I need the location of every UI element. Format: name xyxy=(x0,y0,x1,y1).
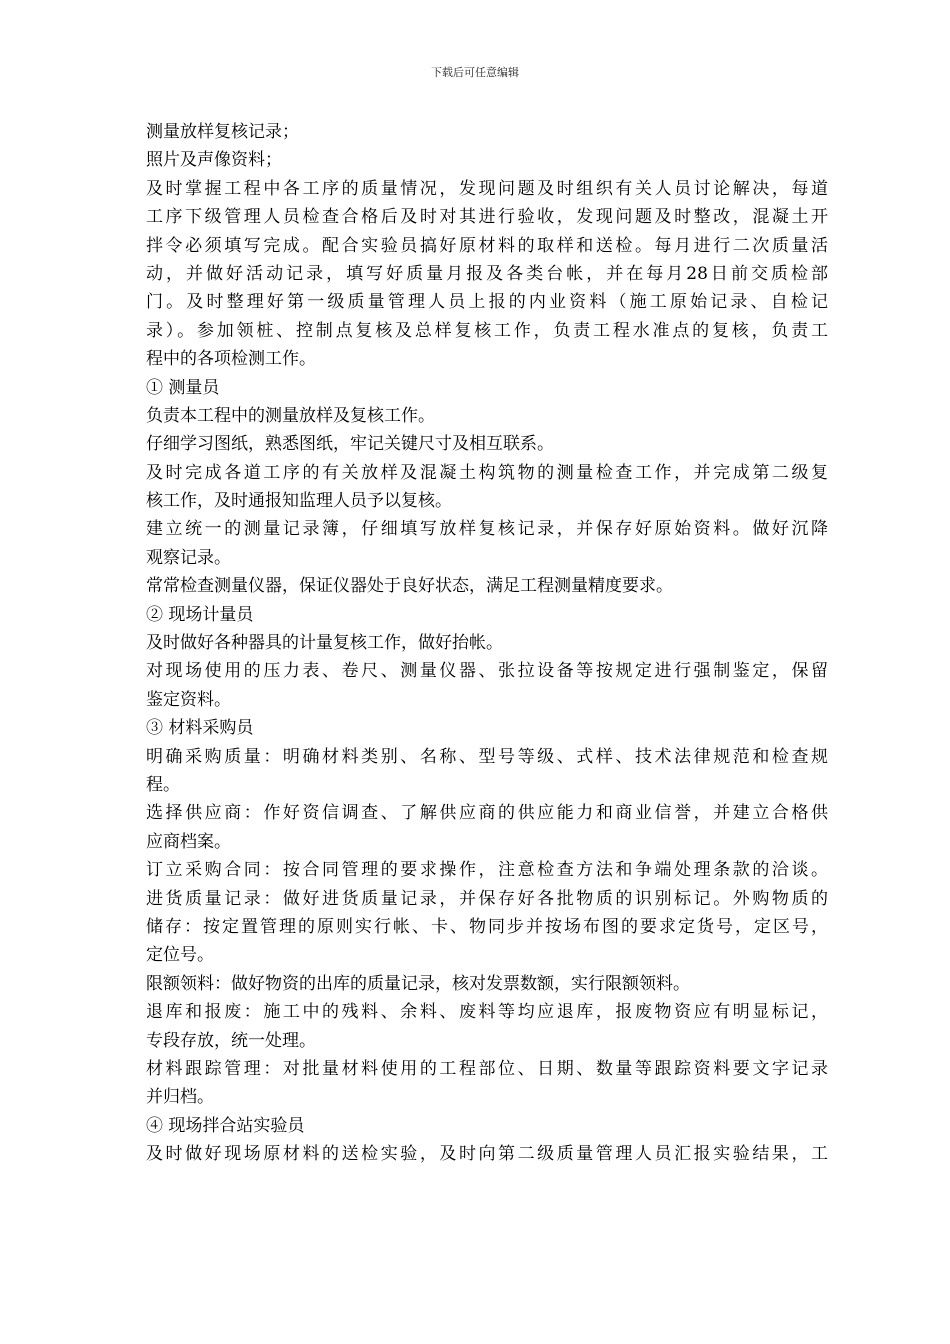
text-line: 退库和报废：施工中的残料、余料、废料等均应退库，报废物资应有明显标记， xyxy=(146,1002,828,1023)
text-line: 进货质量记录：做好进货质量记录，并保存好各批物质的识别标记。外购物质的 xyxy=(146,888,828,909)
text-line: 及时完成各道工序的有关放样及混凝土构筑物的测量检查工作，并完成第二级复 xyxy=(146,462,828,483)
text-line: 鉴定资料。 xyxy=(146,689,231,710)
text-line: 限额领料：做好物资的出库的质量记录，核对发票数额，实行限额领料。 xyxy=(146,973,690,994)
document-body xyxy=(146,118,828,1168)
text-line: 核工作，及时通报知监理人员予以复核。 xyxy=(146,491,452,512)
text-line: 并归档。 xyxy=(146,1087,214,1108)
text-line: 及时做好各种器具的计量复核工作，做好抬帐。 xyxy=(146,633,503,654)
text-line: 及时掌握工程中各工序的质量情况，发现问题及时组织有关人员讨论解决，每道 xyxy=(146,178,828,199)
text-line: 明确采购质量：明确材料类别、名称、型号等级、式样、技术法律规范和检查规 xyxy=(146,746,828,767)
text-line: ② 现场计量员 xyxy=(146,604,254,625)
text-line: 负责本工程中的测量放样及复核工作。 xyxy=(146,405,435,426)
text-line: ③ 材料采购员 xyxy=(146,718,254,739)
text-line: 应商档案。 xyxy=(146,831,231,852)
text-line: 仔细学习图纸，熟悉图纸，牢记关键尺寸及相互联系。 xyxy=(146,434,554,455)
text-line: 录）。参加领桩、控制点复核及总样复核工作，负责工程水准点的复核，负责工 xyxy=(146,320,828,341)
text-line: 建立统一的测量记录簿，仔细填写放样复核记录，并保存好原始资料。做好沉降 xyxy=(146,519,828,540)
text-line: 工序下级管理人员检查合格后及时对其进行验收，发现问题及时整改，混凝土开 xyxy=(146,207,828,228)
text-line: 门。及时整理好第一级质量管理人员上报的内业资料（施工原始记录、自检记 xyxy=(146,292,828,313)
text-line: 定位号。 xyxy=(146,945,214,966)
text-line: 动，并做好活动记录，填写好质量月报及各类台帐，并在每月28日前交质检部 xyxy=(146,263,828,284)
text-line: 观察记录。 xyxy=(146,547,231,568)
text-line: 照片及声像资料； xyxy=(146,150,282,171)
text-line: 拌令必须填写完成。配合实验员搞好原材料的取样和送检。每月进行二次质量活 xyxy=(146,235,828,256)
text-line: 测量放样复核记录； xyxy=(146,122,299,142)
text-line: ④ 现场拌合站实验员 xyxy=(146,1115,305,1136)
text-line: 及时做好现场原材料的送检实验，及时向第二级质量管理人员汇报实验结果，工 xyxy=(146,1144,828,1165)
text-line: 选择供应商：作好资信调查、了解供应商的供应能力和商业信誉，并建立合格供 xyxy=(146,803,828,824)
text-line: 专段存放，统一处理。 xyxy=(146,1030,316,1051)
text-line: 程。 xyxy=(146,774,180,795)
text-line: 材料跟踪管理：对批量材料使用的工程部位、日期、数量等跟踪资料要文字记录 xyxy=(146,1058,828,1079)
text-line: ① 测量员 xyxy=(146,377,220,398)
text-line: 程中的各项检测工作。 xyxy=(146,349,316,370)
text-line: 订立采购合同：按合同管理的要求操作，注意检查方法和争端处理条款的洽谈。 xyxy=(146,860,828,881)
text-line: 对现场使用的压力表、卷尺、测量仪器、张拉设备等按规定进行强制鉴定，保留 xyxy=(146,661,828,682)
text-line: 常常检查测量仪器，保证仪器处于良好状态，满足工程测量精度要求。 xyxy=(146,576,673,597)
text-line: 储存：按定置管理的原则实行帐、卡、物同步并按场布图的要求定货号，定区号， xyxy=(146,916,828,937)
page-header: 下载后可任意编辑 xyxy=(431,66,519,79)
